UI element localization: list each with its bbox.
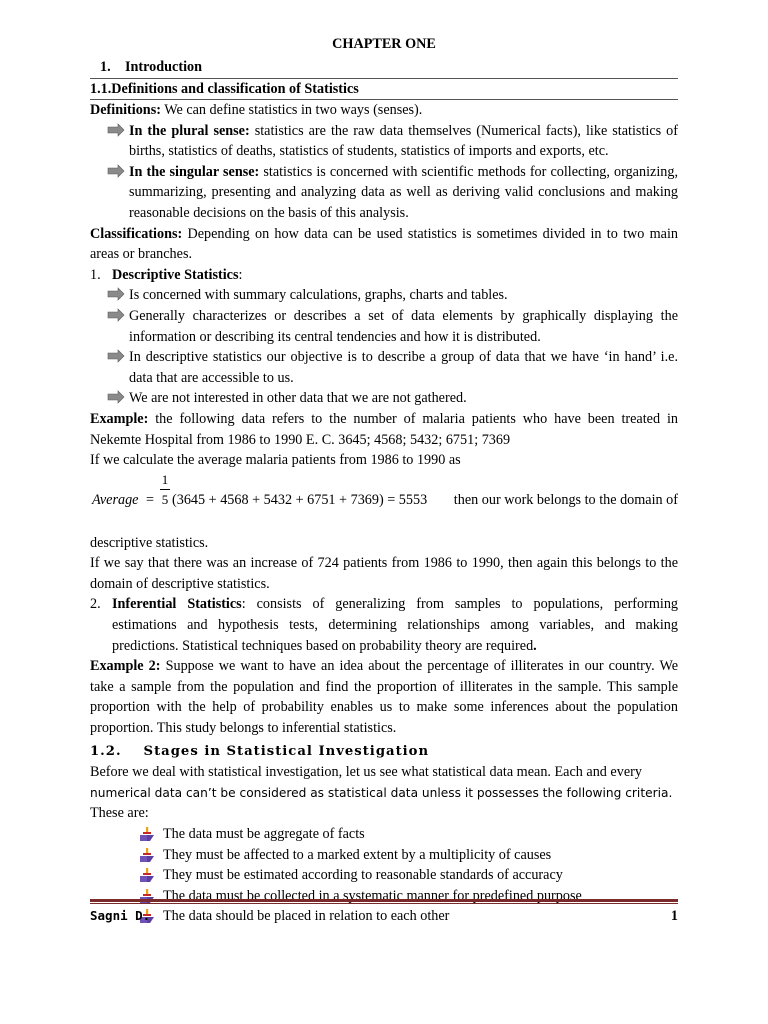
formula-fraction [160, 471, 170, 508]
descriptive-bullet-text: Generally characterizes or describes a set of data elements by graphically displaying the information or describing its central tendencies and how it is distributed. [129, 307, 678, 345]
calc-intro: If we calculate the average malaria patients from 1986 to 1990 as [90, 452, 461, 469]
singular-sense-item [90, 162, 678, 224]
descriptive-heading [90, 265, 678, 286]
heading-rule-top [90, 78, 678, 79]
classifications-paragraph [90, 224, 678, 265]
inferential-item [90, 594, 678, 656]
fraction-numerator: 1 [161, 471, 169, 487]
intro-heading [90, 59, 678, 76]
definitions-paragraph [90, 100, 678, 121]
formula-tail-text: then our work belongs to the domain of [453, 491, 678, 508]
page-number: 1 [670, 908, 678, 924]
descriptive-bullet-text: Is concerned with summary calculations, graphs, charts and tables. [129, 287, 508, 304]
footer-author: Sagni D. [90, 908, 151, 923]
intro-title: Introduction [125, 59, 202, 75]
intro-number: 1. [100, 59, 111, 75]
list-item [90, 306, 678, 347]
plural-sense-label: In the plural sense: [129, 122, 250, 139]
footer-rule-thin [90, 903, 678, 904]
arrow-bullet-icon [107, 164, 125, 178]
arrow-bullet-icon [107, 349, 125, 363]
example2-paragraph [90, 656, 678, 738]
arrow-bullet-icon [107, 308, 125, 322]
arrow-bullet-icon [107, 287, 125, 301]
section-1-1-heading: 1.1.Definitions and classification of Statistics [90, 81, 359, 97]
average-formula [90, 471, 678, 533]
descriptive-bullet-text: We are not interested in other data that we are not gathered. [129, 390, 467, 407]
descriptive-number: 1. [90, 266, 101, 283]
section-1-2-title: Stages in Statistical Investigation [143, 743, 430, 759]
criteria-text: The data must be collected in a systematic manner for predefined purpose [163, 887, 582, 904]
classifications-text: Depending on how data can be used statistics is sometimes divided in to two main areas or branches. [90, 225, 678, 263]
formula-equals: = [146, 491, 155, 508]
descriptive-colon: : [238, 266, 243, 283]
criteria-text: They must be estimated according to reasonable standards of accuracy [163, 867, 563, 884]
criteria-bullet-icon [140, 868, 154, 882]
example2-text: Suppose we want to have an idea about the percentage of illiterates in our country. We take a sample from the population and find the proportion of illiterates in the sample. This sample proportion with the help of probability enables us to make some inferences about the population proportion. This study belongs to inferential statistics. [90, 658, 679, 737]
inferential-title: Inferential Statistics [112, 596, 242, 613]
body-text [90, 100, 678, 927]
example1-text: the following data refers to the number of malaria patients who have been treated in Nekemte Hospital from 1986 to 1990 E. C. 3645; 4568; 5432; 6751; 7369 [90, 410, 678, 448]
fraction-denominator: 5 [161, 491, 169, 507]
example2-label: Example 2: [90, 658, 161, 675]
stages-line-2: numerical data can’t be considered as statistical data unless it possesses the following criteria. [90, 785, 673, 800]
increase-paragraph: If we say that there was an increase of 724 patients from 1986 to 1990, then again this belongs to the domain of descriptive statistics. [90, 555, 678, 592]
definitions-text: We can define statistics in two ways (senses). [160, 102, 423, 118]
fraction-bar [160, 489, 170, 490]
criteria-bullet-icon [140, 848, 154, 862]
inferential-period: . [533, 637, 537, 654]
stages-line-3: These are: [90, 805, 149, 822]
list-item [90, 824, 678, 845]
descriptive-title: Descriptive Statistics [112, 266, 239, 283]
plural-sense-item [90, 121, 678, 162]
chapter-heading: CHAPTER ONE [332, 36, 436, 52]
stages-line-1: Before we deal with statistical investigation, let us see what statistical data mean. Each and every [90, 764, 642, 781]
arrow-bullet-icon [107, 123, 125, 137]
criteria-bullet-icon [140, 827, 154, 841]
inferential-text: : consists of generalizing from samples to populations, performing estimations and hypothesis tests, determining relationships among variables, and making predictions. Statistical techniques based on probability theory are required [112, 596, 679, 654]
list-item [90, 865, 678, 886]
example1-label: Example: [90, 410, 149, 427]
descriptive-conclusion: descriptive statistics. [90, 534, 209, 551]
footer-rule-thick [90, 899, 678, 902]
list-item [90, 388, 678, 409]
criteria-text: They must be affected to a marked extent by a multiplicity of causes [163, 846, 552, 863]
formula-expression: (3645 + 4568 + 5432 + 6751 + 7369) = 5553 [172, 491, 428, 508]
classifications-label: Classifications: [90, 225, 183, 242]
list-item [90, 845, 678, 866]
criteria-text: The data should be placed in relation to each other [163, 908, 450, 925]
criteria-text: The data must be aggregate of facts [163, 826, 365, 842]
list-item [90, 285, 678, 306]
formula-lhs: Average [92, 491, 139, 508]
descriptive-bullet-text: In descriptive statistics our objective is to describe a group of data that we have ‘in hand’ i.e. data that are accessible to us. [129, 349, 678, 386]
arrow-bullet-icon [107, 390, 125, 404]
definitions-label: Definitions: [90, 102, 161, 118]
singular-sense-label: In the singular sense: [129, 163, 260, 180]
plural-sense-text: statistics are the raw data themselves (Numerical facts), like statistics of births, statistics of deaths, statistics of students, statistics of imports and exports, etc. [129, 122, 678, 160]
inferential-number: 2. [90, 596, 101, 613]
section-1-2-number: 1.2. [90, 743, 122, 759]
list-item [90, 347, 678, 388]
list-item [90, 906, 678, 927]
section-1-2-heading [90, 741, 678, 763]
example1-paragraph [90, 409, 678, 450]
singular-sense-text: statistics is concerned with scientific methods for collecting, organizing, summarizing, presenting and analyzing data as well as deriving valid conclusions and making reasonable decisions on the basis of this analysis. [129, 163, 678, 221]
